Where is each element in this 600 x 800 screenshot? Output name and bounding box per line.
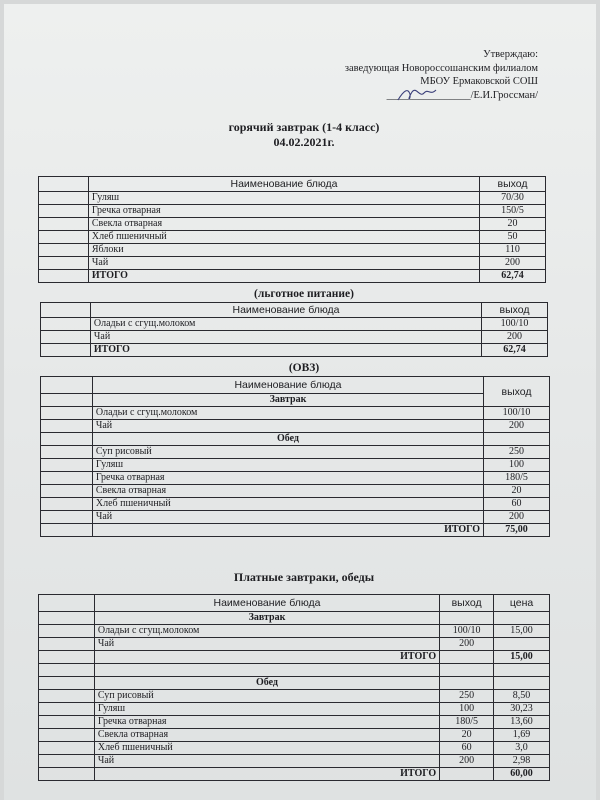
section-label-breakfast: Завтрак	[92, 394, 483, 407]
table-header-row	[39, 595, 550, 612]
dish-output: 250	[440, 690, 494, 703]
ovz-table	[40, 376, 550, 537]
table-row	[39, 690, 550, 703]
table-row	[41, 511, 550, 524]
dish-name: Оладьи с сгущ.молоком	[94, 625, 439, 638]
section-row-breakfast	[41, 394, 550, 407]
menu-document	[4, 4, 596, 800]
dish-name: Оладьи с сгущ.молоком	[92, 407, 483, 420]
table-row	[39, 625, 550, 638]
dish-output: 20	[480, 218, 546, 231]
approval-school: МБОУ Ермаковской СОШ	[420, 76, 538, 87]
dish-name: Гуляш	[92, 459, 483, 472]
table-row	[39, 231, 546, 244]
table-row	[39, 716, 550, 729]
breakfast-total-row	[39, 651, 550, 664]
approval-position: заведующая Новороссошанским филиалом	[344, 62, 538, 74]
dish-name: Оладьи с сгущ.молоком	[90, 318, 481, 331]
dish-output: 110	[480, 244, 546, 257]
dish-output: 100/10	[484, 407, 550, 420]
dish-output: 200	[484, 511, 550, 524]
table-header-row	[39, 177, 546, 192]
dish-output: 100/10	[482, 318, 548, 331]
table-row	[39, 205, 546, 218]
hot-breakfast-table	[38, 176, 546, 283]
table-row	[39, 703, 550, 716]
dish-name: Хлеб пшеничный	[92, 498, 483, 511]
dish-name: Чай	[92, 420, 483, 433]
breakfast-total-value: 15,00	[494, 651, 550, 664]
dish-name: Суп рисовый	[94, 690, 439, 703]
column-header-output: выход	[440, 595, 494, 612]
paid-table	[38, 594, 550, 781]
table-row	[41, 498, 550, 511]
dish-price: 3,0	[494, 742, 550, 755]
column-header-name: Наименование блюда	[90, 303, 481, 318]
dish-price: 30,23	[494, 703, 550, 716]
section-label-lunch: Обед	[92, 433, 483, 446]
dish-name: Гречка отварная	[94, 716, 439, 729]
section-row-lunch	[41, 433, 550, 446]
dish-output: 250	[484, 446, 550, 459]
table-row	[39, 742, 550, 755]
breakfast-total-label: ИТОГО	[94, 651, 439, 664]
dish-name: Гречка отварная	[92, 472, 483, 485]
table-row	[39, 638, 550, 651]
column-header-output: выход	[482, 303, 548, 318]
table-row	[41, 318, 548, 331]
dish-price: 13,60	[494, 716, 550, 729]
total-value: 62,74	[480, 270, 546, 283]
lunch-total-value: 60,00	[494, 768, 550, 781]
dish-price: 8,50	[494, 690, 550, 703]
table-row	[41, 485, 550, 498]
hot-breakfast-title: горячий завтрак (1-4 класс) 04.02.2021г.	[154, 120, 454, 150]
approval-signature-line: ________________/Е.И.Гроссман/	[386, 89, 538, 101]
dish-output: 100	[484, 459, 550, 472]
dish-output: 100	[440, 703, 494, 716]
dish-name: Чай	[92, 511, 483, 524]
dish-name: Суп рисовый	[92, 446, 483, 459]
paid-title: Платные завтраки, обеды	[233, 570, 375, 584]
column-header-price: цена	[494, 595, 550, 612]
menu-date: 04.02.2021г.	[273, 135, 335, 149]
column-header-output: выход	[480, 177, 546, 192]
dish-name: Хлеб пшеничный	[88, 231, 479, 244]
dish-output: 100/10	[440, 625, 494, 638]
section-row-breakfast	[39, 612, 550, 625]
table-row	[41, 446, 550, 459]
table-row	[39, 729, 550, 742]
column-header-output: выход	[484, 377, 550, 407]
dish-output: 200	[440, 755, 494, 768]
dish-name: Гуляш	[88, 192, 479, 205]
total-row	[41, 524, 550, 537]
total-label: ИТОГО	[90, 344, 481, 357]
table-row	[39, 218, 546, 231]
spacer-row	[39, 664, 550, 677]
section-label-lunch: Обед	[94, 677, 439, 690]
dish-price	[494, 638, 550, 651]
table-row	[41, 472, 550, 485]
lunch-total-label: ИТОГО	[94, 768, 439, 781]
table-row	[39, 192, 546, 205]
column-header-name: Наименование блюда	[88, 177, 479, 192]
dish-output: 50	[480, 231, 546, 244]
total-label: ИТОГО	[88, 270, 479, 283]
dish-price: 1,69	[494, 729, 550, 742]
table-row	[41, 407, 550, 420]
dish-name: Чай	[88, 257, 479, 270]
table-header-row	[41, 377, 550, 394]
table-row	[41, 331, 548, 344]
dish-name: Яблоки	[88, 244, 479, 257]
dish-name: Чай	[90, 331, 481, 344]
dish-price: 2,98	[494, 755, 550, 768]
lunch-total-row	[39, 768, 550, 781]
total-value: 75,00	[484, 524, 550, 537]
dish-output: 20	[440, 729, 494, 742]
total-value: 62,74	[482, 344, 548, 357]
dish-name: Свекла отварная	[88, 218, 479, 231]
table-row	[41, 420, 550, 433]
column-header-name: Наименование блюда	[92, 377, 483, 394]
table-row	[39, 244, 546, 257]
dish-name: Хлеб пшеничный	[94, 742, 439, 755]
handwritten-signature	[396, 84, 444, 106]
dish-name: Свекла отварная	[94, 729, 439, 742]
dish-name: Гречка отварная	[88, 205, 479, 218]
dish-output: 200	[484, 420, 550, 433]
table-row	[39, 755, 550, 768]
dish-name: Чай	[94, 638, 439, 651]
dish-name: Чай	[94, 755, 439, 768]
section-row-lunch	[39, 677, 550, 690]
ovz-title: (ОВЗ)	[288, 362, 320, 374]
dish-output: 60	[440, 742, 494, 755]
dish-output: 20	[484, 485, 550, 498]
table-header-row	[41, 303, 548, 318]
dish-output: 150/5	[480, 205, 546, 218]
dish-output: 200	[482, 331, 548, 344]
benefit-title: (льготное питание)	[254, 288, 354, 300]
dish-name: Гуляш	[94, 703, 439, 716]
dish-output: 180/5	[484, 472, 550, 485]
approval-heading: Утверждаю:	[483, 49, 538, 60]
total-row	[41, 344, 548, 357]
dish-output: 60	[484, 498, 550, 511]
benefit-table	[40, 302, 548, 357]
section-label-breakfast: Завтрак	[94, 612, 439, 625]
dish-output: 200	[480, 257, 546, 270]
dish-name: Свекла отварная	[92, 485, 483, 498]
column-header-name: Наименование блюда	[94, 595, 439, 612]
dish-price: 15,00	[494, 625, 550, 638]
dish-output: 200	[440, 638, 494, 651]
dish-output: 180/5	[440, 716, 494, 729]
table-row	[41, 459, 550, 472]
total-row	[39, 270, 546, 283]
total-label: ИТОГО	[92, 524, 483, 537]
dish-output: 70/30	[480, 192, 546, 205]
table-row	[39, 257, 546, 270]
